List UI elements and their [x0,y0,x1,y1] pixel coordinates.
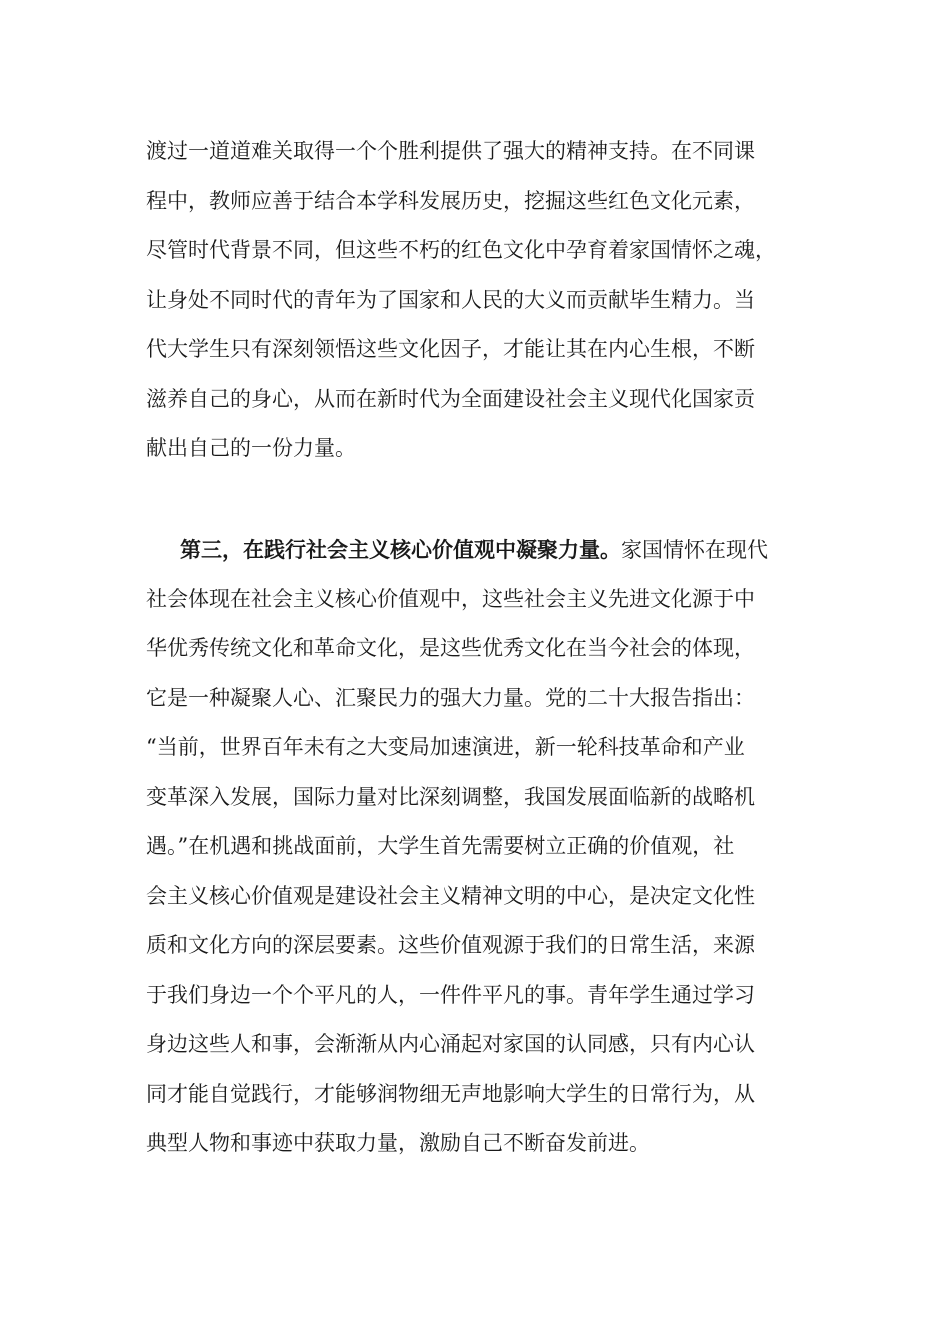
text-line: 同才能自觉践行，才能够润物细无声地影响大学生的日常行为，从 [146,1081,755,1106]
paragraph-first-line [146,525,826,575]
text-line: 献出自己的一份力量。 [146,436,356,460]
text-line: 身边这些人和事，会渐渐从内心涌起对家国的认同感，只有内心认 [146,1032,755,1056]
text-line: 社会体现在社会主义核心价值观中，这些社会主义先进文化源于中 [146,586,755,611]
text-line: 让身处不同时代的青年为了国家和人民的大义而贡献毕生精力。当 [146,287,755,312]
text-line: 华优秀传统文化和革命文化，是这些优秀文化在当今社会的体现， [146,636,755,660]
text-line: 会主义核心价值观是建设社会主义精神文明的中心，是决定文化性 [146,883,755,908]
text-line: 质和文化方向的深层要素。这些价值观源于我们的日常生活，来源 [146,933,755,957]
text-line: 代大学生只有深刻领悟这些文化因子，才能让其在内心生根，不断 [146,337,755,361]
text-line: “当前，世界百年未有之大变局加速演进，新一轮科技革命和产业 [146,735,745,759]
paragraph-1 [146,127,826,474]
text-line: 遇。”在机遇和挑战面前，大学生首先需要树立正确的价值观，社 [146,834,735,858]
text-line: 于我们身边一个个平凡的人，一件件平凡的事。青年学生通过学习 [146,982,755,1007]
text-line: 它是一种凝聚人心、汇聚民力的强大力量。党的二十大报告指出： [146,685,755,710]
text-line: 程中，教师应善于结合本学科发展历史，挖掘这些红色文化元素， [146,188,755,213]
text-line: 渡过一道道难关取得一个个胜利提供了强大的精神支持。在不同课 [146,139,755,163]
paragraph-2 [146,525,826,1169]
heading-continuation: 家国情怀在现代 [621,538,768,562]
text-line: 变革深入发展，国际力量对比深刻调整，我国发展面临新的战略机 [146,784,755,809]
text-line: 典型人物和事迹中获取力量，激励自己不断奋发前进。 [146,1131,650,1155]
text-line: 滋养自己的身心，从而在新时代为全面建设社会主义现代化国家贡 [146,386,755,411]
section-heading: 第三，在践行社会主义核心价值观中凝聚力量。 [180,537,621,562]
text-line: 尽管时代背景不同，但这些不朽的红色文化中孕育着家国情怀之魂， [146,238,776,262]
